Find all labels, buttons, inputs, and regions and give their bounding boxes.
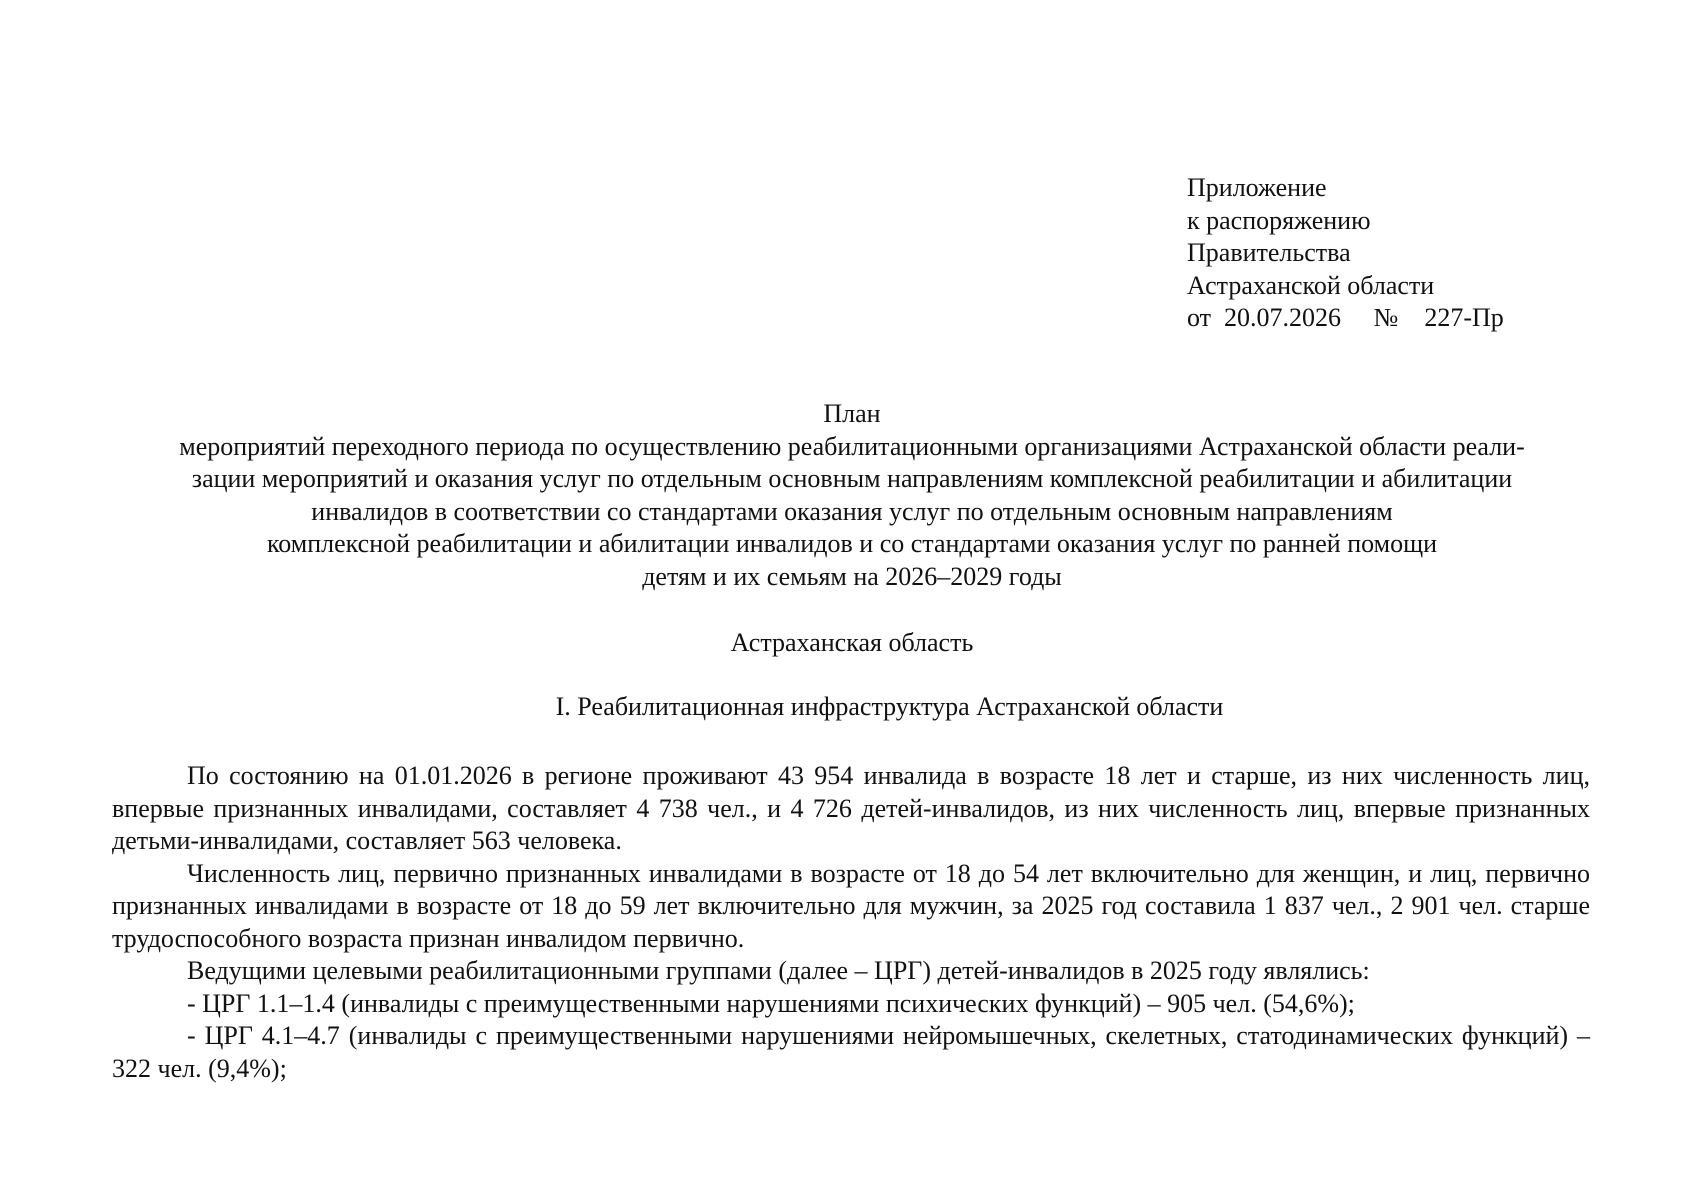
appendix-line-1: Приложение xyxy=(1187,173,1327,202)
appendix-line-4: Астраханской области xyxy=(1187,270,1435,300)
number-sign: № xyxy=(1373,303,1399,332)
date-prefix: от xyxy=(1187,303,1212,332)
document-number: 227-Пр xyxy=(1424,303,1504,332)
appendix-line-2: к распоряжению xyxy=(1187,205,1371,235)
region-name: Астраханская область xyxy=(730,628,974,657)
paragraph-2: Численность лиц, первично признанных инвалидами в возрасте от 18 до 54 лет включительно для женщин, и лиц, первично признанных инвалидами в возрасте от 18 до 59 лет включительно для мужчин, за 2025 год составила 1 837 чел., 2 901 чел. старше трудоспособного возраста признан инвалидом первично. xyxy=(112,858,1590,953)
document-date: 20.07.2026 xyxy=(1224,303,1342,332)
appendix-date-line xyxy=(1187,302,1607,335)
title-line-3: инвалидов в соответствии со стандартами оказания услуг по отдельным основным направлениям xyxy=(311,496,1393,526)
title-line-5: детям и их семьям на 2026–2029 годы xyxy=(642,561,1062,591)
list-item-crg-4: - ЦРГ 4.1–4.7 (инвалиды с преимущественными нарушениями нейромышечных, скелетных, статодинамических функций) – 322 чел. (9,4%); xyxy=(112,1021,1590,1083)
document-title xyxy=(112,398,1592,593)
section-heading: I. Реабилитационная инфраструктура Астраханской области xyxy=(555,692,1224,721)
paragraph-1: По состоянию на 01.01.2026 в регионе проживают 43 954 инвалида в возрасте 18 лет и старше, из них численность лиц, впервые признанных инвалидами, составляет 4 738 чел., и 4 726 детей-инвалидов, из них численность лиц, впервые признанных детьми-инвалидами, составляет 563 человека. xyxy=(112,761,1590,855)
title-heading: План xyxy=(823,399,881,428)
paragraph-3: Ведущими целевыми реабилитационными группами (далее – ЦРГ) детей-инвалидов в 2025 году являлись: xyxy=(187,956,1370,985)
list-item-crg-1: - ЦРГ 1.1–1.4 (инвалиды с преимущественными нарушениями психических функций) – 905 чел. (54,6%); xyxy=(187,988,1355,1018)
title-line-2: зации мероприятий и оказания услуг по отдельным основным направлениям комплексной реабилитации и абилитации xyxy=(191,464,1513,493)
title-line-4: комплексной реабилитации и абилитации инвалидов и со стандартами оказания услуг по ранней помощи xyxy=(266,529,1438,558)
appendix-block xyxy=(1187,172,1607,335)
title-line-1: мероприятий переходного периода по осуществлению реабилитационными организациями Астраханской области реали- xyxy=(179,431,1525,461)
appendix-line-3: Правительства xyxy=(1187,238,1351,267)
body-text xyxy=(112,760,1590,1085)
